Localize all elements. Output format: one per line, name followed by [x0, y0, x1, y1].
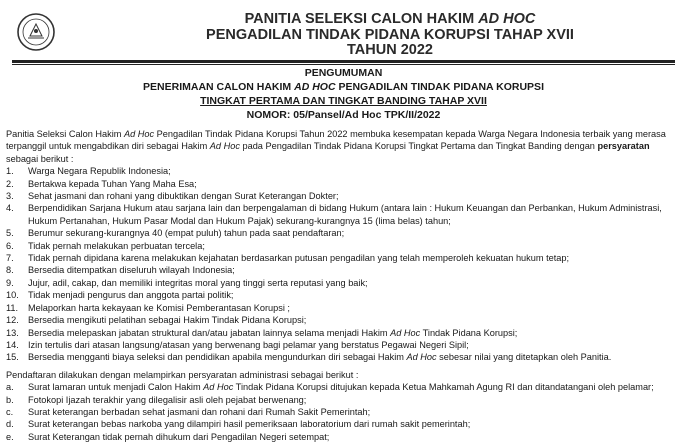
document-body	[6, 128, 681, 443]
list-item: 5. Berumur sekurang-kurangnya 40 (empat puluh) tahun pada saat pendaftaran;	[6, 228, 345, 239]
list-item: 8. Bersedia ditempatkan diseluruh wilayah Indonesia;	[6, 265, 235, 276]
header-line-2: PENGADILAN TINDAK PIDANA KORUPSI TAHAP XVII	[206, 26, 574, 43]
header-divider	[12, 60, 675, 63]
list-item: e. Surat Keterangan tidak pernah dihukum dari Pengadilan Negeri setempat;	[6, 431, 330, 442]
header-line-1: PANITIA SELEKSI CALON HAKIM AD HOC	[244, 11, 536, 27]
list-item: 6. Tidak pernah melakukan perbuatan tercela;	[6, 240, 205, 251]
list-item: d. Surat keterangan bebas narkoba yang dilampiri hasil pemeriksaan laboratorium dari rumah sakit pemerintah;	[6, 419, 471, 430]
list-item: 13. Bersedia melepaskan jabatan struktural dan/atau jabatan lainnya selama menjadi Hakim Ad Hoc Tindak Pidana Korupsi;	[6, 327, 518, 338]
list-item: 12. Bersedia mengikuti pelatihan sebagai Hakim Tindak Pidana Korupsi;	[6, 315, 307, 326]
announcement-subtitle: TINGKAT PERTAMA DAN TINGKAT BANDING TAHAP XVII	[200, 95, 487, 107]
document-header	[0, 0, 687, 64]
list-item: 11. Melaporkan harta kekayaan ke Komisi Pemberantasan Korupsi ;	[6, 302, 290, 313]
registration-intro: Pendaftaran dilakukan dengan melampirkan persyaratan administrasi sebagai berikut :	[6, 369, 359, 380]
list-item: 7. Tidak pernah dipidana karena melakukan kejahatan berdasarkan putusan pengadilan yang telah memperoleh kekuatan hukum tetap;	[6, 253, 570, 264]
announcement-label: PENGUMUMAN	[304, 67, 383, 79]
list-item: c. Surat keterangan berbadan sehat jasmani dan rohani dari Rumah Sakit Pemerintah;	[6, 406, 371, 417]
intro-paragraph: Panitia Seleksi Calon Hakim Ad Hoc Pengadilan Tindak Pidana Korupsi Tahun 2022 membuka kesempatan kepada Warga Negara Indonesia terbaik yang merasa terpanggil untuk mengabdikan diri sebagai Hakim Ad Hoc pada Pengadilan Tindak Pidana Korupsi Tingkat Pertama dan Tingkat Banding dengan persyaratan sebagai berikut :	[6, 129, 666, 164]
announcement-title: PENERIMAAN CALON HAKIM AD HOC PENGADILAN TINDAK PIDANA KORUPSI	[143, 81, 544, 93]
header-divider-thin	[12, 64, 675, 65]
list-item: 9. Jujur, adil, cakap, dan memiliki integritas moral yang tinggi serta reputasi yang baik;	[6, 277, 368, 288]
announcement-titles	[0, 66, 687, 122]
header-line-3: TAHUN 2022	[347, 42, 433, 58]
list-item: 4. Berpendidikan Sarjana Hukum atau sarjana lain dan berpengalaman di bidang Hukum (antara lain : Hukum Keuangan dan Perbankan, Hukum Administrasi, Hukum Pertanahan, Hukum Pasar Modal dan Hukum Pajak) sekurang-kurangnya 15 (lima belas) tahun;	[6, 203, 662, 226]
announcement-number: NOMOR: 05/Pansel/Ad Hoc TPK/II/2022	[246, 109, 441, 121]
supreme-court-seal-icon	[16, 12, 56, 52]
list-item: 3. Sehat jasmani dan rohani yang dibuktikan dengan Surat Keterangan Dokter;	[6, 191, 339, 202]
header-titles	[150, 12, 630, 59]
list-item: 10. Tidak menjadi pengurus dan anggota partai politik;	[6, 290, 234, 301]
list-item: 1. Warga Negara Republik Indonesia;	[6, 166, 171, 177]
list-item: b. Fotokopi Ijazah terakhir yang dilegalisir asli oleh pejabat berwenang;	[6, 394, 307, 405]
list-item: 2. Bertakwa kepada Tuhan Yang Maha Esa;	[6, 178, 197, 189]
requirements-list	[6, 165, 681, 364]
list-item: a. Surat lamaran untuk menjadi Calon Hakim Ad Hoc Tindak Pidana Korupsi ditujukan kepada Ketua Mahkamah Agung RI dan ditandatangani oleh pelamar;	[6, 382, 654, 393]
list-item: 15. Bersedia mengganti biaya seleksi dan pendidikan apabila mengundurkan diri sebagai Hakim Ad Hoc sebesar nilai yang ditetapkan oleh Panitia.	[6, 352, 612, 363]
list-item: 14. Izin tertulis dari atasan langsung/atasan yang berwenang bagi pelamar yang berstatus Pegawai Negeri Sipil;	[6, 339, 469, 350]
